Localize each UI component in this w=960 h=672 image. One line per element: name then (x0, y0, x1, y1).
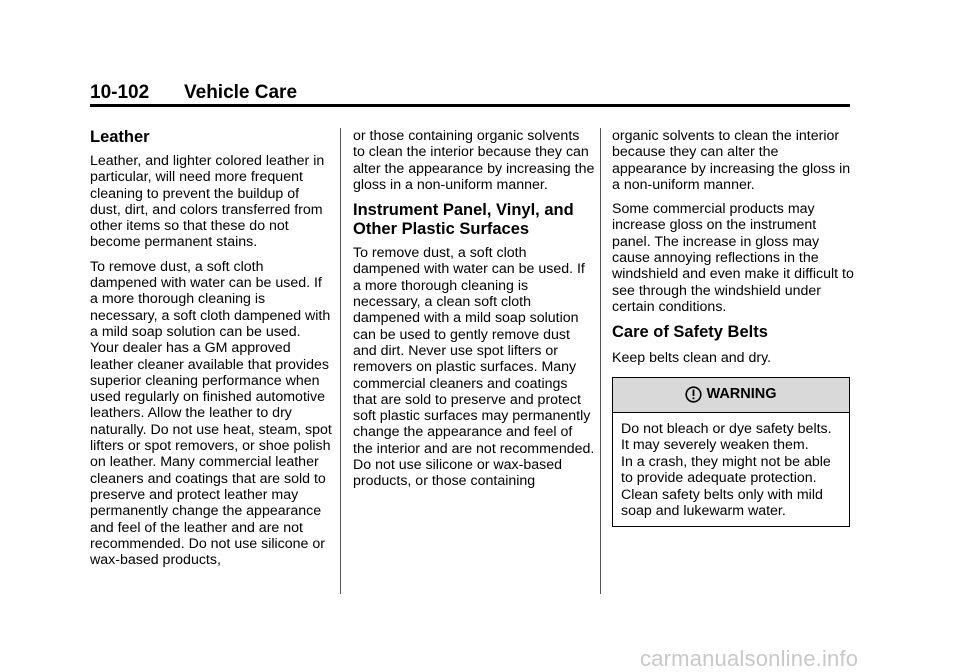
gloss-paragraph: Some commercial products may increase gloss on the instrument panel. The increase in gloss may cause annoying reflections in the windshield and even make it difficult to see through the windshield under certain conditions. (612, 201, 854, 315)
leather-paragraph-2: To remove dust, a soft cloth dampened with water can be used. If a more thorough cleaning is necessary, a soft cloth dampened with a mild soap solution can be used. Your dealer has a GM approved leather cleaner available that provides superior cleaning performance when used regularly on finished automotive leathers. Allow the leather to dry naturally. Do not use heat, steam, spot lifters or spot removers, or shoe polish on leather. Many commercial leather cleaners and coatings that are sold to preserve and protect leather may permanently change the appearance and feel of the leather and are not recommended. Do not use silicone or wax-based products, (90, 258, 332, 569)
warning-title: WARNING (706, 386, 777, 403)
warning-line: It may severely weaken them. (621, 437, 809, 454)
column-divider (340, 128, 341, 594)
column-divider (600, 128, 601, 594)
safety-belts-paragraph: Keep belts clean and dry. (612, 350, 772, 367)
warning-body (613, 413, 849, 526)
warning-line: to provide adequate protection. (621, 470, 817, 487)
column-1 (90, 128, 332, 576)
column-3 (612, 128, 854, 527)
safety-belts-heading: Care of Safety Belts (612, 323, 768, 342)
section-title: Vehicle Care (184, 82, 298, 103)
header-rule (90, 104, 850, 107)
warning-line: soap and lukewarm water. (621, 503, 786, 520)
column-2 (353, 128, 595, 498)
leather-paragraph-continued: or those containing organic solvents to clean the interior because they can alter the appearance by increasing the gloss in a non-uniform manner. (353, 128, 595, 193)
instrument-panel-paragraph-continued: organic solvents to clean the interior because they can alter the appearance by increasing the gloss in a non-uniform manner. (612, 128, 851, 193)
warning-line: Do not bleach or dye safety belts. (621, 420, 832, 437)
warning-icon (685, 386, 702, 403)
leather-heading: Leather (90, 128, 150, 146)
warning-line: Clean safety belts only with mild (621, 486, 823, 503)
instrument-panel-heading: Instrument Panel, Vinyl, and Other Plastic Surfaces (353, 201, 574, 239)
leather-paragraph-1: Leather, and lighter colored leather in particular, will need more frequent cleaning to prevent the buildup of dust, dirt, and colors transferred from other items so that these do not become permanent stains. (90, 153, 325, 251)
page-number: 10-102 (90, 82, 150, 103)
warning-line: In a crash, they might not be able (621, 453, 831, 470)
watermark: carmanualsonline.info (640, 646, 859, 671)
instrument-panel-paragraph: To remove dust, a soft cloth dampened with water can be used. If a more thorough cleaning is necessary, a clean soft cloth dampened with a mild soap solution can be used to gently remove dust and dirt. Never use spot lifters or removers on plastic surfaces. Many commercial cleaners and coatings that are sold to preserve and protect soft plastic surfaces may permanently change the appearance and feel of the interior and are not recommended. Do not use silicone or wax-based products, or those containing (353, 245, 595, 490)
warning-box (612, 377, 850, 527)
warning-header (613, 378, 849, 413)
page-header (90, 82, 850, 104)
